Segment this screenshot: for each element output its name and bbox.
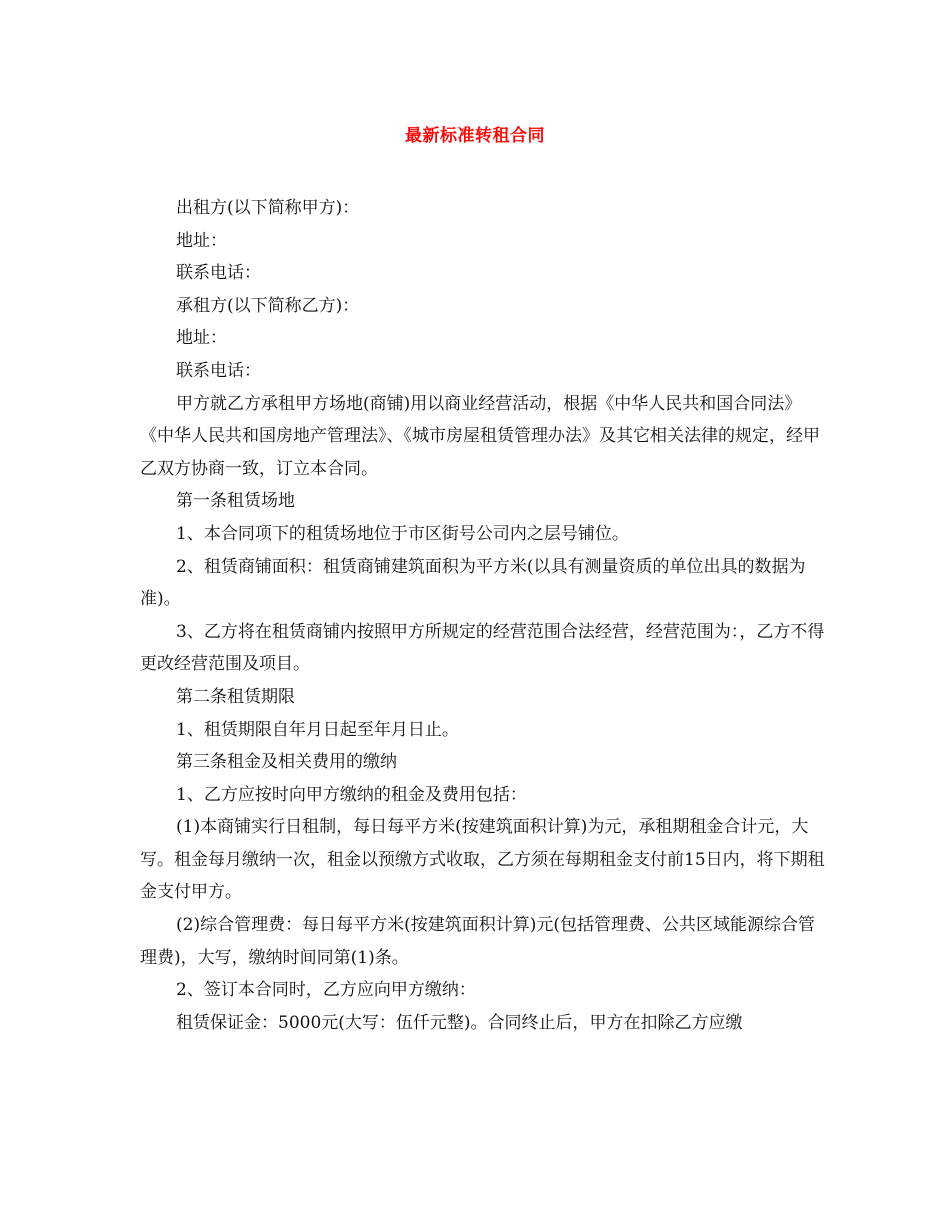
article-1-clause-1: 1、本合同项下的租赁场地位于市区街号公司内之层号铺位。 bbox=[176, 523, 629, 544]
party-a-phone: 联系电话： bbox=[176, 263, 261, 284]
article-2-clause-1: 1、租赁期限自年月日起至年月日止。 bbox=[176, 719, 459, 740]
article-3-clause-1-item-2: (2)综合管理费：每日每平方米(按建筑面积计算)元(包括管理费、公共区域能源综合管理费)，大写，缴纳时间同第(1)条。 bbox=[140, 915, 815, 968]
preamble-paragraph: 甲方就乙方承租甲方场地(商铺)用以商业经营活动，根据《中华人民共和国合同法》《中华人民共和国房地产管理法》、《城市房屋租赁管理办法》及其它相关法律的规定，经甲乙双方协商一致，订立本合同。 bbox=[140, 393, 820, 479]
article-3-clause-1: 1、乙方应按时向甲方缴纳的租金及费用包括： bbox=[176, 784, 527, 805]
article-3-clause-1-item-1: (1)本商铺实行日租制，每日每平方米(按建筑面积计算)为元，承租期租金合计元，大写。租金每月缴纳一次，租金以预缴方式收取，乙方须在每期租金支付前15日内，将下期租金支付甲方。 bbox=[140, 817, 825, 903]
article-1-heading: 第一条租赁场地 bbox=[176, 491, 295, 512]
article-3-heading: 第三条租金及相关费用的缴纳 bbox=[176, 752, 397, 773]
article-3-clause-2: 2、签订本合同时，乙方应向甲方缴纳： bbox=[176, 980, 476, 1001]
party-b-address: 地址： bbox=[176, 328, 227, 349]
party-a-address: 地址： bbox=[176, 230, 227, 251]
article-1-clause-2: 2、租赁商铺面积：租赁商铺建筑面积为平方米(以具有测量资质的单位出具的数据为准)。 bbox=[140, 556, 806, 610]
document-body bbox=[140, 192, 825, 1039]
article-2-heading: 第二条租赁期限 bbox=[176, 686, 295, 707]
deposit-paragraph: 租赁保证金：5000元(大写：伍仟元整)。合同终止后，甲方在扣除乙方应缴 bbox=[176, 1012, 743, 1033]
party-b-phone: 联系电话： bbox=[176, 360, 261, 381]
document-title: 最新标准转租合同 bbox=[405, 126, 545, 146]
party-b-label: 承租方(以下简称乙方)： bbox=[176, 295, 360, 316]
party-a-label: 出租方(以下简称甲方)： bbox=[176, 198, 360, 218]
article-1-clause-3: 3、乙方将在租赁商铺内按照甲方所规定的经营范围合法经营，经营范围为：，乙方不得更改经营范围及项目。 bbox=[140, 621, 825, 675]
